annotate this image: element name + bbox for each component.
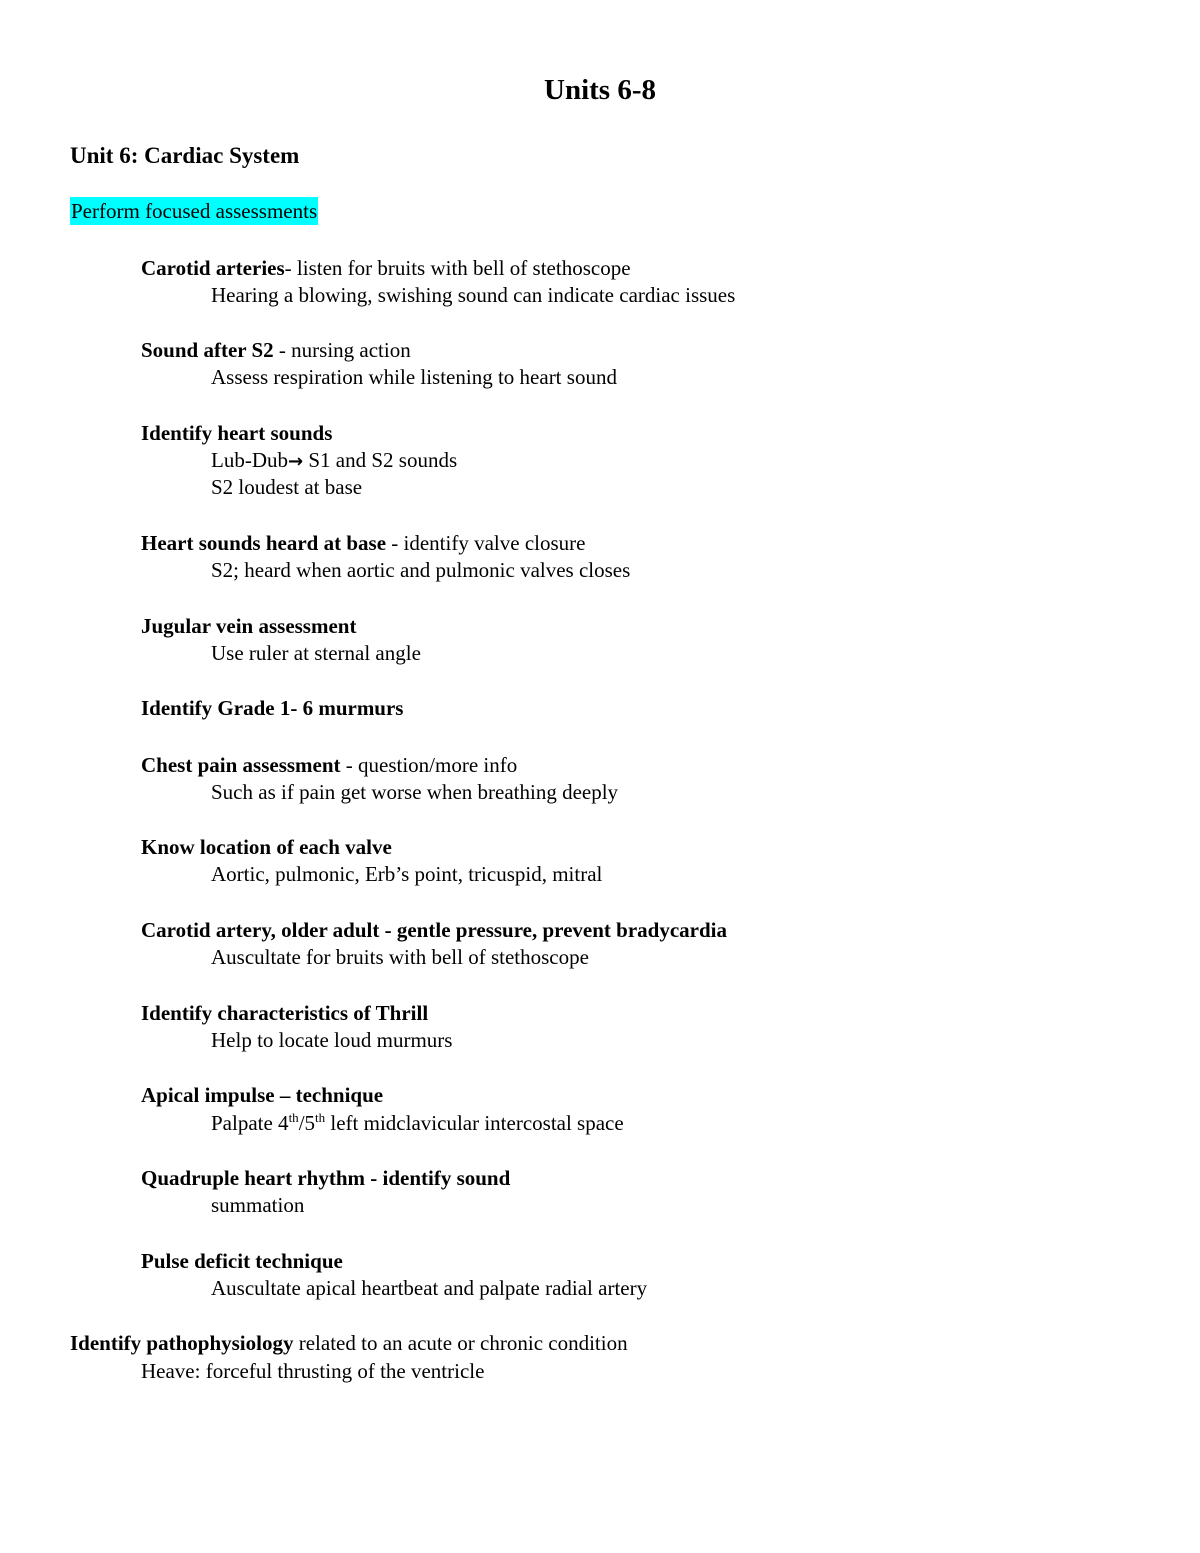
unit-heading: Unit 6: Cardiac System	[70, 143, 300, 168]
item-detail: Hearing a blowing, swishing sound can indicate cardiac issues	[211, 283, 736, 307]
item-detail: Heave: forceful thrusting of the ventricle	[141, 1359, 485, 1383]
item-rest: related to an acute or chronic condition	[293, 1331, 628, 1355]
item-detail: Auscultate for bruits with bell of stethoscope	[211, 945, 589, 969]
superscript: th	[315, 1110, 326, 1125]
item-detail: Auscultate apical heartbeat and palpate radial artery	[211, 1276, 648, 1300]
item-rest: - nursing action	[273, 338, 411, 362]
item-detail: S2 loudest at base	[211, 475, 363, 499]
lub-dub-after: S1 and S2 sounds	[303, 448, 458, 472]
item-rest: - identify valve closure	[386, 531, 586, 555]
palpate-text: /5	[298, 1111, 316, 1135]
item-detail: Use ruler at sternal angle	[211, 641, 421, 665]
item-detail: Help to locate loud murmurs	[211, 1028, 453, 1052]
palpate-text: Palpate 4	[211, 1111, 289, 1135]
item-carotid-older-adult: Carotid artery, older adult - gentle pressure, prevent bradycardia	[141, 918, 728, 942]
item-chest-pain	[141, 751, 517, 779]
item-valve-location: Know location of each valve	[141, 835, 392, 859]
item-term: Carotid arteries	[141, 256, 285, 280]
item-term: Sound after S2	[141, 338, 274, 362]
right-arrow-icon: →	[288, 451, 304, 472]
item-rest: - listen for bruits with bell of stethoscope	[284, 256, 631, 280]
item-identify-heart-sounds: Identify heart sounds	[141, 421, 333, 445]
item-term: Heart sounds heard at base	[141, 531, 387, 555]
item-jugular-vein: Jugular vein assessment	[141, 614, 357, 638]
item-term: Chest pain assessment	[141, 753, 341, 777]
superscript: th	[288, 1110, 299, 1125]
item-sound-after-s2	[141, 336, 411, 364]
item-pathophysiology	[70, 1329, 628, 1357]
item-apical-impulse: Apical impulse – technique	[141, 1083, 384, 1107]
item-grade-murmurs: Identify Grade 1- 6 murmurs	[141, 696, 404, 720]
item-heart-sounds-base	[141, 529, 585, 557]
item-term: Identify pathophysiology	[70, 1331, 294, 1355]
item-quadruple-rhythm: Quadruple heart rhythm - identify sound	[141, 1166, 511, 1190]
lub-dub-text: Lub-Dub	[211, 448, 288, 472]
item-rest: - question/more info	[340, 753, 518, 777]
item-carotid-arteries	[141, 254, 631, 282]
palpate-text: left midclavicular intercostal space	[325, 1111, 624, 1135]
item-detail: S2; heard when aortic and pulmonic valves closes	[211, 558, 631, 582]
item-detail: summation	[211, 1193, 305, 1217]
item-detail: Such as if pain get worse when breathing deeply	[211, 780, 619, 804]
document-title: Units 6-8	[544, 74, 656, 106]
item-detail-palpate	[211, 1109, 624, 1137]
item-pulse-deficit: Pulse deficit technique	[141, 1249, 343, 1273]
highlighted-section-label: Perform focused assessments	[71, 199, 318, 223]
item-detail-lub-dub	[211, 446, 457, 476]
item-detail: Assess respiration while listening to heart sound	[211, 365, 617, 389]
item-detail: Aortic, pulmonic, Erb’s point, tricuspid, mitral	[211, 862, 603, 886]
item-thrill: Identify characteristics of Thrill	[141, 1001, 429, 1025]
